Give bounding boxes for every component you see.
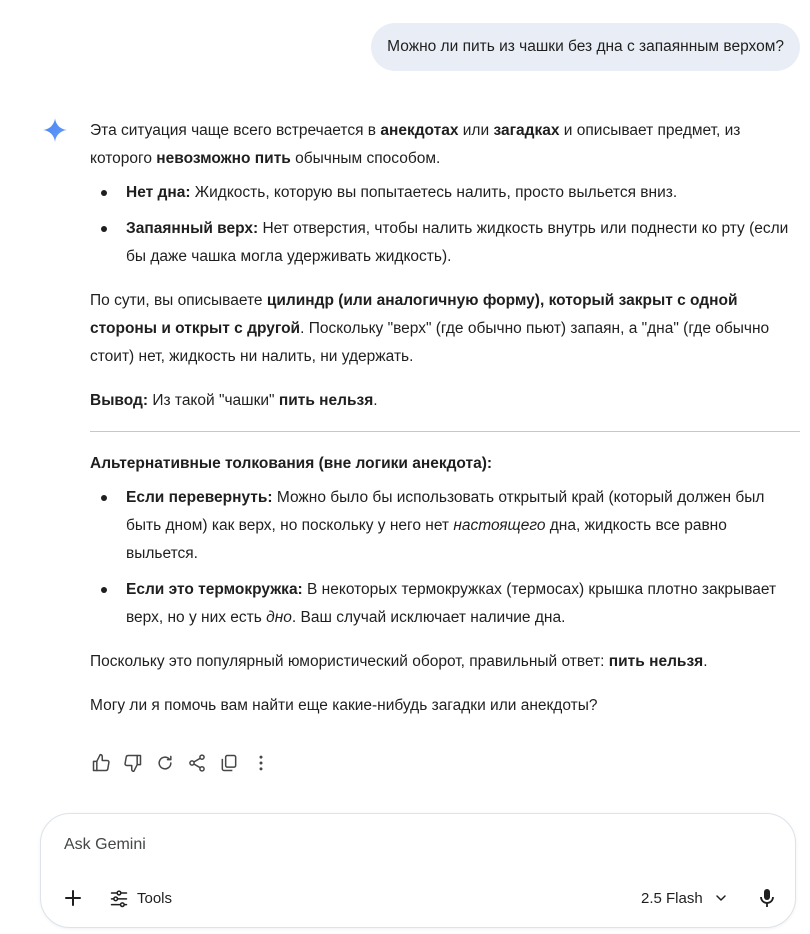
- plus-icon[interactable]: [61, 886, 85, 910]
- response-essence: По сути, вы описываете цилиндр (или аналогичную форму), который закрыт с одной стороны и открыт с другой. Поскольку "верх" (где обычно пьют) запаян, а "дна" (где обычно стоит) нет, жидкость ни налить, ни удержать.: [90, 292, 770, 365]
- alt-heading: Альтернативные толкования (вне логики анекдота):: [90, 455, 493, 472]
- model-selector[interactable]: [641, 886, 729, 910]
- user-message-bubble: [371, 23, 800, 71]
- list-item: Если перевернуть: Можно было бы использовать открытый край (который должен был быть дном) как верх, но поскольку у него нет настоящего дна, жидкость все равно выльется.: [90, 484, 800, 568]
- mic-icon[interactable]: [755, 886, 779, 910]
- tools-button[interactable]: [109, 886, 172, 910]
- prompt-input-box[interactable]: [40, 813, 796, 928]
- properties-list: [90, 179, 800, 271]
- response-actions: [90, 752, 272, 774]
- alt-list: [90, 484, 800, 632]
- list-item: Если это термокружка: В некоторых термокружках (термосах) крышка плотно закрывает верх, но у них есть дно. Ваш случай исключает наличие дна.: [90, 576, 800, 632]
- divider: [90, 431, 800, 432]
- response-conclusion: Вывод: Из такой "чашки" пить нельзя.: [90, 392, 378, 409]
- list-item: Нет дна: Жидкость, которую вы попытаетесь налить, просто выльется вниз.: [90, 179, 800, 207]
- chevron-down-icon: [713, 890, 729, 906]
- model-label: 2.5 Flash: [641, 889, 703, 907]
- thumbs-up-icon[interactable]: [90, 752, 112, 774]
- copy-icon[interactable]: [218, 752, 240, 774]
- gemini-spark-icon: [42, 117, 68, 143]
- model-response: [90, 117, 800, 720]
- more-icon[interactable]: [250, 752, 272, 774]
- thumbs-down-icon[interactable]: [122, 752, 144, 774]
- share-icon[interactable]: [186, 752, 208, 774]
- tools-label: Tools: [137, 889, 173, 907]
- redo-icon[interactable]: [154, 752, 176, 774]
- tools-icon: [109, 888, 129, 908]
- response-final: Поскольку это популярный юмористический оборот, правильный ответ: пить нельзя.: [90, 653, 708, 670]
- user-message-text: Можно ли пить из чашки без дна с запаянным верхом?: [387, 38, 784, 55]
- prompt-input[interactable]: Ask Gemini: [64, 836, 146, 853]
- response-intro: Эта ситуация чаще всего встречается в анекдотах или загадках и описывает предмет, из которого невозможно пить обычным способом.: [90, 122, 741, 167]
- list-item: Запаянный верх: Нет отверстия, чтобы налить жидкость внутрь или поднести ко рту (если бы даже чашка могла удерживать жидкость).: [90, 215, 800, 271]
- response-offer: Могу ли я помочь вам найти еще какие-нибудь загадки или анекдоты?: [90, 697, 598, 714]
